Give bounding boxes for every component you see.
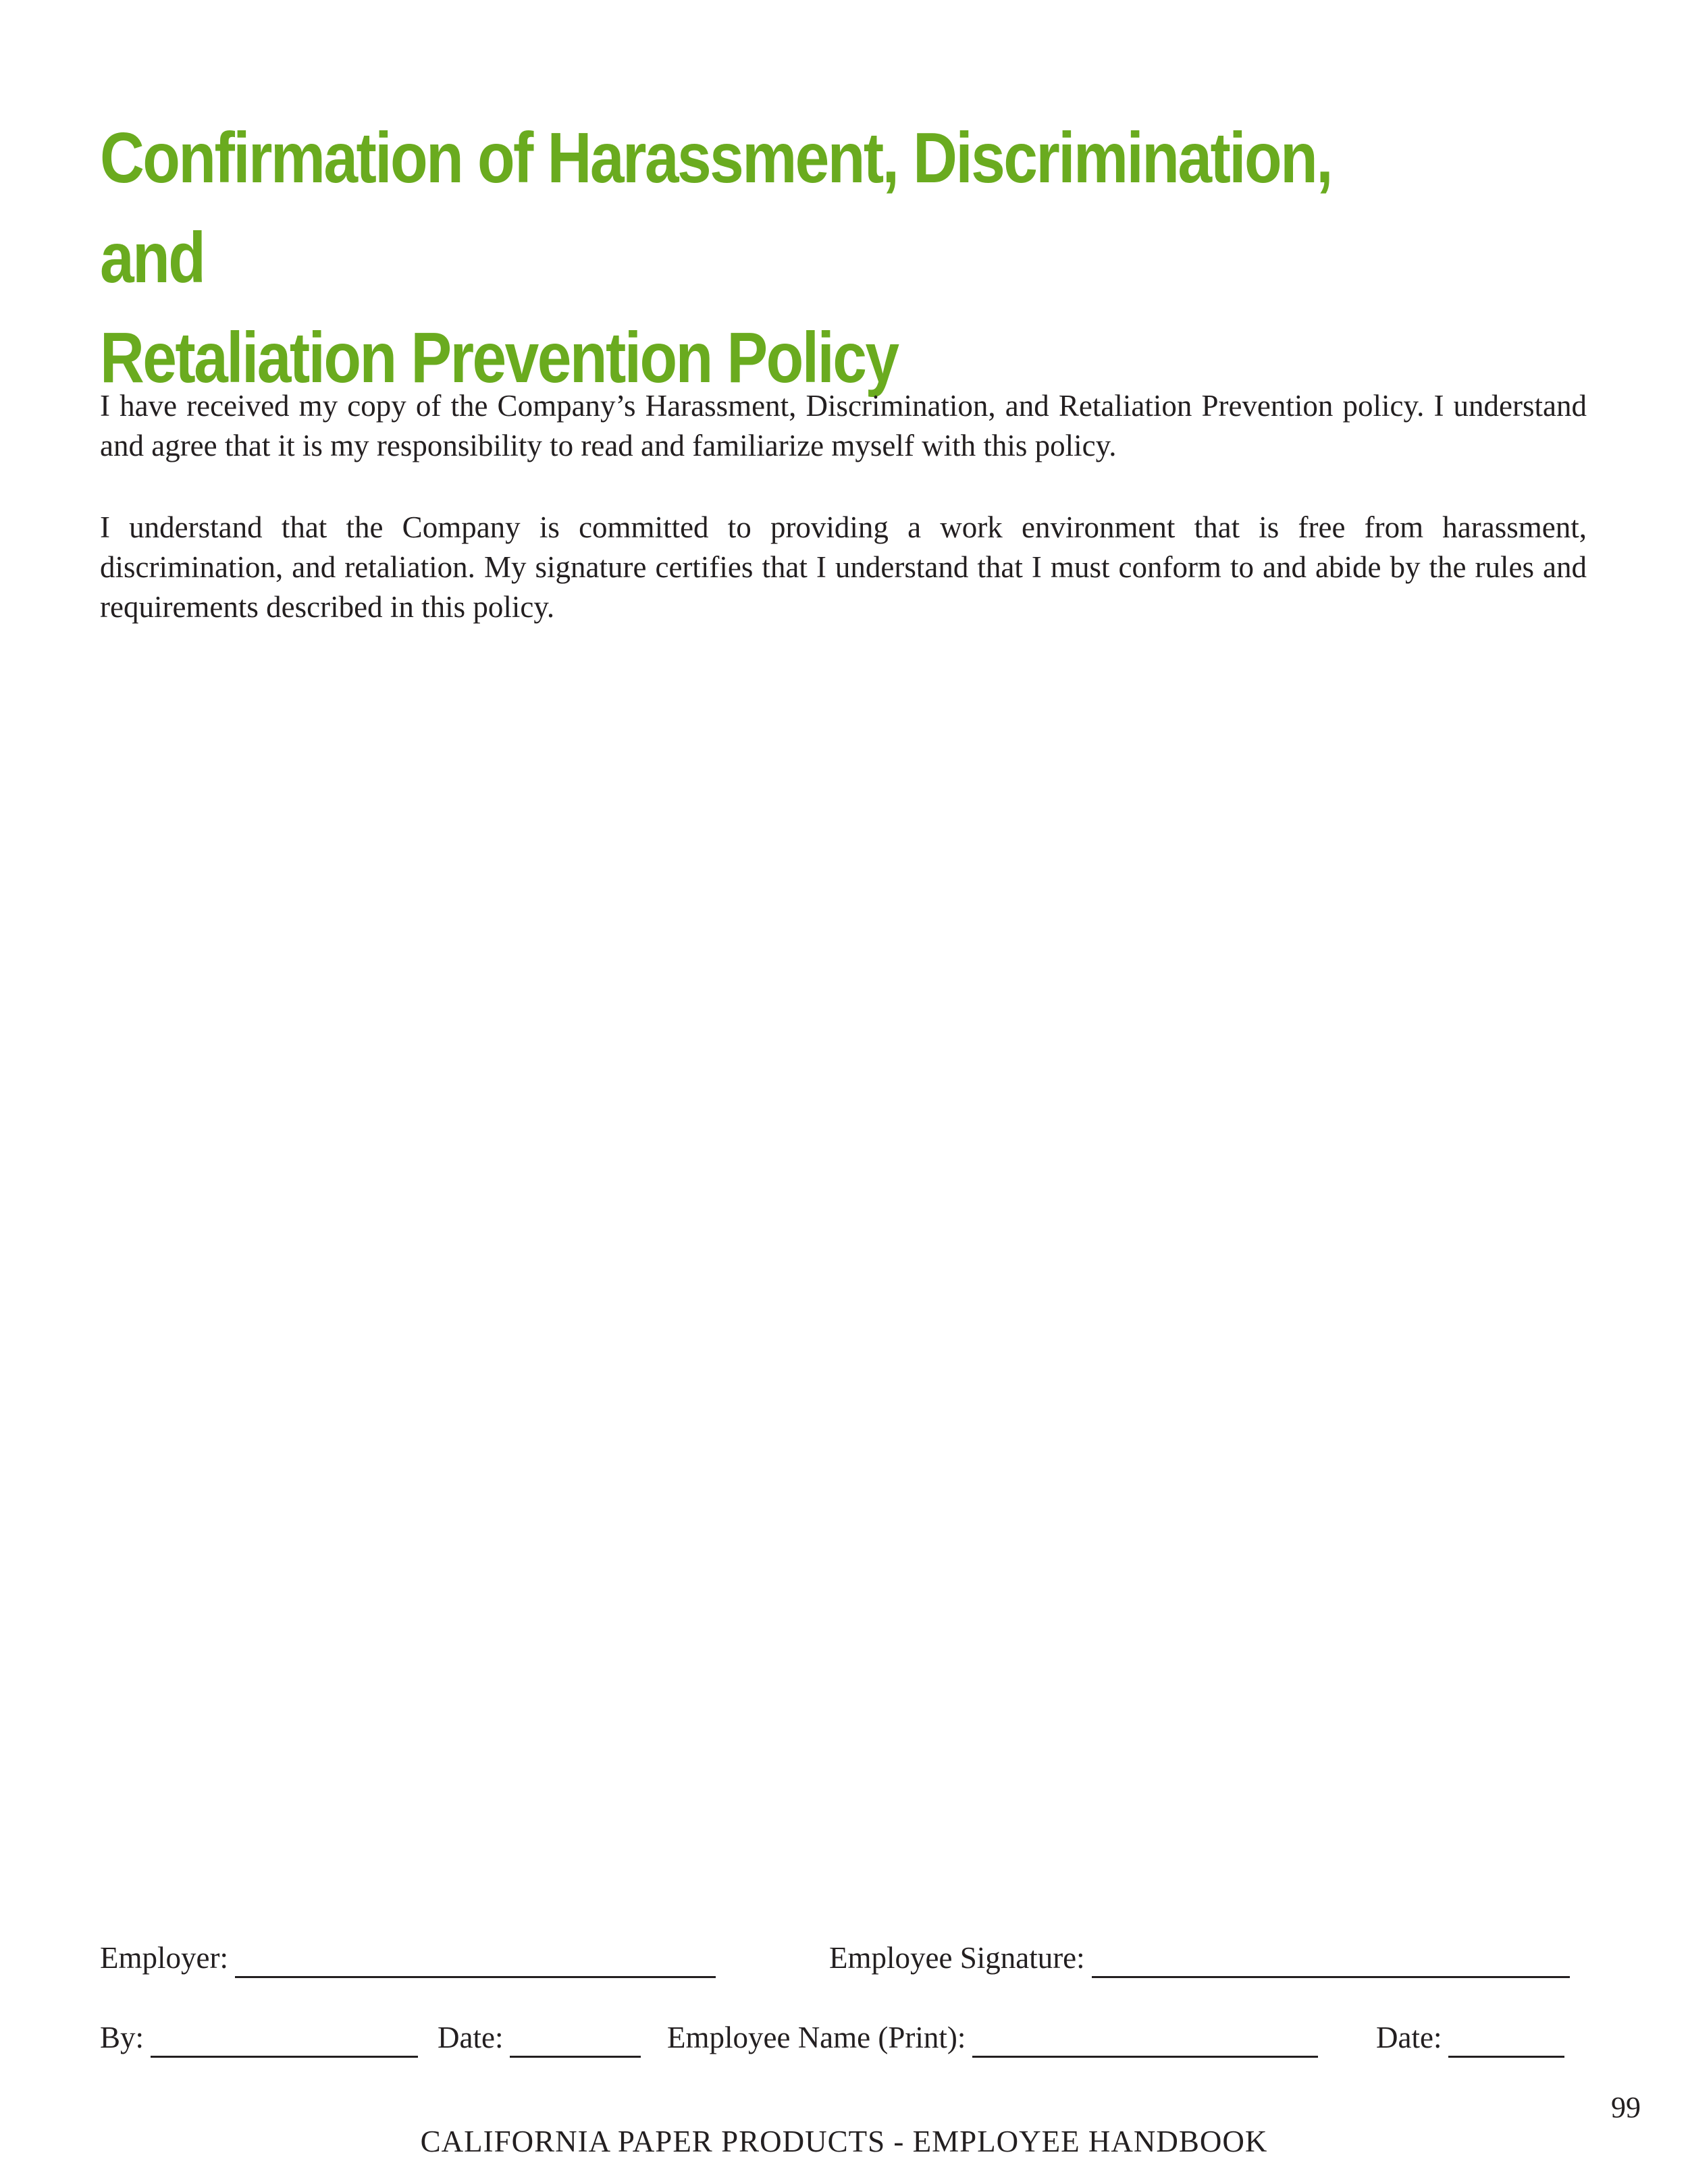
employee-date-field[interactable] — [1376, 2017, 1564, 2058]
page-title-line-2: Retaliation Prevention Policy — [100, 318, 898, 398]
by-field[interactable] — [100, 2017, 418, 2058]
employer-label: Employer: — [100, 1941, 228, 1975]
employer-date-label: Date: — [438, 2021, 504, 2054]
employer-date-line[interactable] — [510, 2025, 641, 2058]
page-title-line-1: Confirmation of Harassment, Discrimination, and — [100, 118, 1331, 298]
by-label: By: — [100, 2021, 144, 2054]
page-number: 99 — [1611, 2091, 1641, 2124]
employee-date-label: Date: — [1376, 2021, 1442, 2054]
employee-name-field[interactable] — [667, 2017, 1318, 2058]
footer-handbook-title: CALIFORNIA PAPER PRODUCTS - EMPLOYEE HANDBOOK — [420, 2125, 1268, 2158]
employee-signature-line[interactable] — [1092, 1945, 1570, 1978]
by-line[interactable] — [151, 2025, 418, 2058]
acknowledgment-paragraph-2: I understand that the Company is committed to providing a work environment that is free from harassment, discrimination, and retaliation. My signature certifies that I understand that I must conform to and abide by the rules and requirements described in this policy. — [100, 510, 1587, 624]
employee-signature-label: Employee Signature: — [829, 1941, 1085, 1975]
employer-field[interactable] — [100, 1938, 716, 1978]
employee-name-label: Employee Name (Print): — [667, 2021, 966, 2054]
page-title — [100, 108, 1377, 408]
employer-date-field[interactable] — [438, 2017, 641, 2058]
employee-signature-field[interactable] — [829, 1938, 1570, 1978]
acknowledgment-paragraph-1: I have received my copy of the Company’s Harassment, Discrimination, and Retaliation Prevention policy. I understand and agree that it is my responsibility to read and familiarize myself with this policy. — [100, 389, 1587, 462]
employee-name-line[interactable] — [972, 2025, 1318, 2058]
employer-signature-line[interactable] — [235, 1945, 716, 1978]
employee-date-line[interactable] — [1448, 2025, 1564, 2058]
